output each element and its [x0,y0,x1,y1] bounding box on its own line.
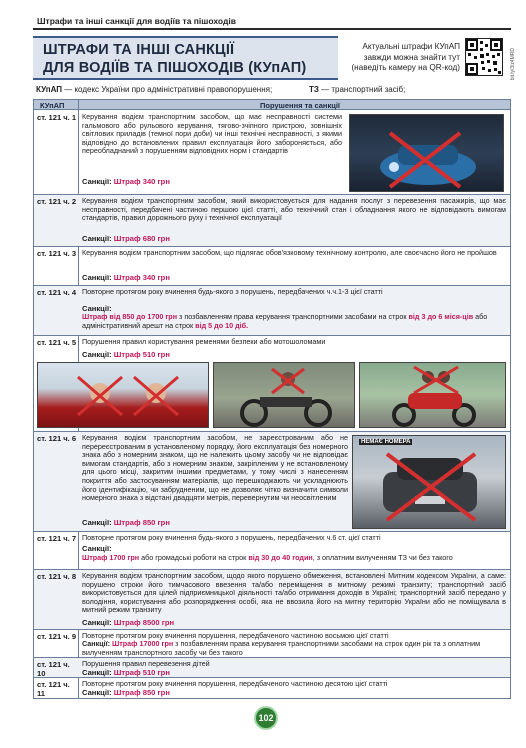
violation-text: Керування водієм транспортним засобом, що підлягає обов'язковому технічному контролю, але своєчасно його не пройшов [82,248,497,257]
violation-text: Повторне протягом року вчинення будь-якого з порушень, передбачених ч.ч.1-3 цієї статті [82,287,383,296]
car-photo-graphic [350,115,504,192]
violation-text: Повторне протягом року вчинення порушення, передбаченого частиною десятою цієї статті [82,679,388,688]
article-cell: ст. 121 ч. 4 [37,288,77,297]
column-header-code: КУпАП [40,101,65,110]
table-row [34,678,510,698]
seatbelt-photo-graphic [38,363,209,428]
legend [33,84,511,97]
sanction-line: Санкції: Штраф 340 грн [82,273,170,282]
legend-item-kupap: КУпАП — кодекс України про адміністративні правопорушення; [36,85,273,94]
sanction-line: Санкції: Штраф 850 грн [82,518,170,527]
article-cell: ст. 121 ч. 3 [37,249,77,258]
violation-text: Керування водієм транспортним засобом, щодо якого порушено обмеження, встановлені Митним кодексом України, а саме: порушено строки його тимчасового ввезення та/або переміщення в митному режимі транзиту; транспортний засіб використовується для цілей підприємницької діяльності та/або отримання доходів в Україні; транспортний засіб передано у володіння, користування або розпорядження особі, яка не ввозила його на митну територію України або не поміщувала в митний режим транзиту [82,571,506,615]
table-row [34,111,510,195]
photo-seatbelt-car [37,362,209,428]
title-box [33,36,338,80]
photo-scooter-riders [359,362,506,428]
article-cell: ст. 121 ч. 1 [37,113,77,122]
qr-code-icon[interactable] [465,38,503,76]
column-header-violations: Порушення та санкції [260,101,341,110]
article-cell: ст. 121 ч. 5 [37,338,77,347]
article-cell: ст. 121 ч. 7 [37,534,77,543]
qr-code-graphic [466,39,502,75]
violation-text: Керування водієм транспортним засобом, який використовується для надання послуг з перевезення пасажирів, що має несправності, передбачені частиною першою цієї статті, або технічний стан і обладнання якого не відповідають вимогам стандартів, правил дорожнього руху і технічної експлуатації [82,196,506,223]
table-row [34,532,510,570]
running-header [33,14,511,30]
page-title-line-1: ШТРАФИ ТА ІНШІ САНКЦІЇ [43,42,235,58]
page-number: 102 [254,706,278,730]
article-cell: ст. 121 ч. 9 [37,632,77,641]
motorcycle-photo-graphic [214,363,355,428]
violation-text: Порушення правил перевезення дітей [82,659,210,668]
violation-text: Керування водієм транспортним засобом, що має несправності системи гальмового або рульового керування, тягово-зчіпного пристрою, зовнішніх світлових приладів (темної пори доби) чи інші технічні несправності, з якими відповідно до встановлених правил експлуатація його забороняється, або переобладнаний з порушенням відповідних норм і стандартів [82,112,342,156]
sanction-details: Санкції: Штраф 17000 грн з позбавленням права керування транспортними засобами на строк один рік та з оплатним вилученням транспортного засобу чи без такого [82,639,481,657]
scooter-photo-graphic [360,363,506,428]
sanction-line: Санкції: Штраф 510 грн [82,350,170,359]
article-cell: ст. 121 ч. 2 [37,197,77,206]
photo-caption: НЕМАЄ НОМЕРА [361,439,411,445]
table-row [34,247,510,286]
violation-text: Повторне протягом року вчинення порушення, передбаченого частиною восьмою цієї статті [82,631,389,640]
violation-text: Повторне протягом року вчинення будь-якого з порушень, передбачених ч.6 ст. цієї статті [82,533,381,542]
article-cell: ст. 121 ч. 10 [37,660,70,678]
photo-motorcyclist-no-helmet [213,362,355,428]
qr-note: Актуальні штрафи КУпАП завжди можна знайти тут (наведіть камеру на QR-код) [351,42,460,72]
sanction-line: Санкції: Штраф 8500 грн [82,618,175,627]
side-short-link: bit.ly/3iz4MRD [510,48,516,81]
article-cell: ст. 121 ч. 6 [37,434,77,443]
table-row [34,286,510,336]
sanction-label: Санкції: [82,544,112,553]
sanction-details: Штраф від 850 до 1700 грн з позбавленням права керування транспортними засобами на строк від 3 до 6 міся-ців або адміністративний арешт на строк від 5 до 10 діб. [82,312,488,330]
sanction-details: Штраф 1700 грн або громадські роботи на строк від 30 до 40 годин, з оплатним вилученням ТЗ чи без такого [82,553,453,562]
legend-item-tz: ТЗ — транспортний засіб; [309,85,406,94]
running-header-text: Штрафи та інші санкції для водіїв та пішоходів [37,16,236,26]
page-title-line-2: ДЛЯ ВОДІЇВ ТА ПІШОХОДІВ (КУпАП) [43,60,307,76]
table-row [34,432,510,532]
photo-car-without-plate [352,435,506,529]
table-row [34,336,510,432]
article-cell: ст. 121 ч. 11 [37,680,70,698]
sanction-line: Санкції: Штраф 340 грн [82,177,170,186]
violation-text: Порушення правил користування ременями безпеки або мотошоломами [82,337,326,346]
table-row [34,570,510,630]
table-header [34,100,510,110]
article-cell: ст. 121 ч. 8 [37,572,77,581]
table-row [34,658,510,678]
page-header [33,36,511,80]
table-row [34,195,510,247]
sanctions-table [33,99,511,699]
photo-broken-headlight-car [349,114,504,192]
sanction-line: Санкції: Штраф 680 грн [82,234,170,243]
no-plate-photo-graphic [353,436,506,529]
sanction-label: Санкції: [82,304,112,313]
table-row [34,630,510,658]
violation-text: Керування водієм транспортним засобом, не зареєстрованим або не перереєстрованим в установленому порядку, його експлуатація без номерного знака або з номерним знаком, що не належить цьому засобу чи не відповідає вимогам стандартів, або з номерним знаком, закріпленим у не встановленому для цього місці, закритим іншими предметами, у тому числі з нанесенням покриття або застосуванням матеріалів, що перешкоджають чи ускладнюють його ідентифікацію, чи забрудненим, що не дозволяє чітко визначити символи номерного знака з відстані двадцяти метрів, перевернутим чи неосвітленим [82,433,348,503]
sanction-line: Санкції: Штраф 510 грн [82,668,170,677]
sanction-line: Санкції: Штраф 850 грн [82,688,170,697]
